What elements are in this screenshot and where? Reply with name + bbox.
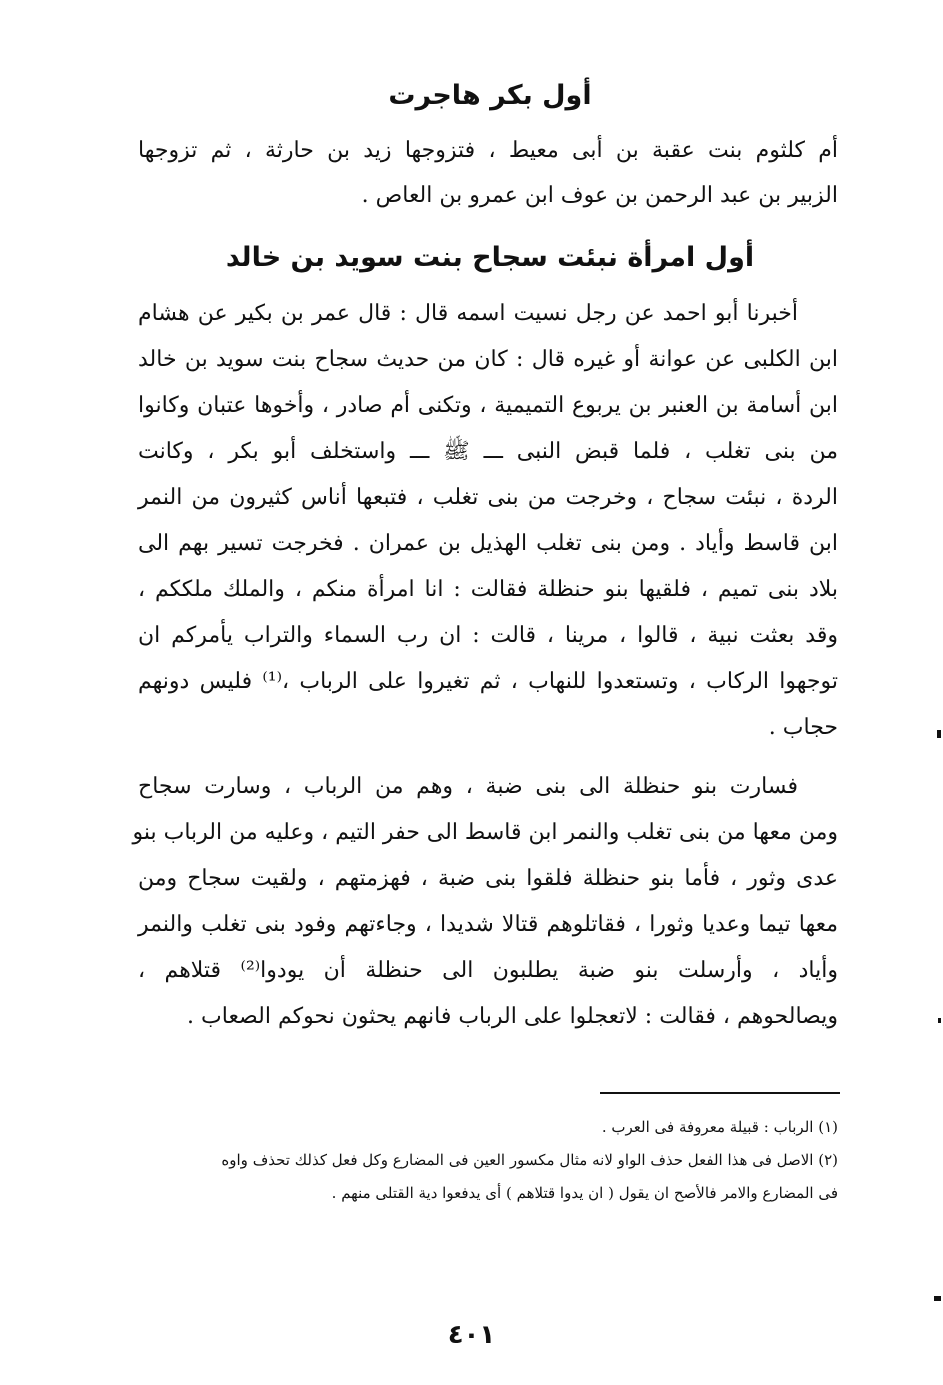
- text-line: الردة ، نبئت سجاح ، وخرجت من بنى تغلب ، فتبعها أناس كثيرون من النمر: [138, 485, 838, 510]
- text-line: حجاب .: [768, 715, 838, 740]
- text-line: ويصالحوهم ، فقالت : لاتعجلوا على الرباب فانهم يحثون نحوكم الصعاب .: [187, 1004, 838, 1029]
- text-line: بلاد بنى تميم ، فلقيها بنو حنظلة فقالت : انا امرأة منكم ، والملك ملككم ،: [138, 577, 838, 602]
- scan-edge-mark: [937, 730, 941, 738]
- text-line: الزبير بن عبد الرحمن بن عوف ابن عمرو بن العاص .: [361, 183, 838, 208]
- text-line: وقد بعثت نبية ، قالوا ، مرينا ، قالت : ان رب السماء والتراب يأمركم ان: [138, 623, 838, 648]
- footnote-separator: [600, 1092, 840, 1094]
- text-line-footnote-ref-2: وأياد ، وأرسلت بنو ضبة يطلبون الى حنظلة أن يودوا⁽²⁾ قتلاهم ،: [138, 958, 838, 983]
- text-line: أم كلثوم بنت عقبة بن أبى معيط ، فتزوجها زيد بن حارثة ، ثم تزوجها: [138, 138, 838, 163]
- footnote-2-continued: فى المضارع والامر فالأصح ان يقول ( ان يدوا قتلاهم ) أى يدفعوا دية القتلى منهم .: [331, 1184, 838, 1202]
- text-line: عدى وثور ، فأما بنو حنظلة فلقوا بنى ضبة ، فهزمتهم ، ولقيت سجاح ومن: [138, 866, 838, 891]
- text-line: أخبرنا أبو احمد عن رجل نسيت اسمه قال : قال عمر بن بكير عن هشام: [138, 301, 798, 326]
- scan-edge-mark: [938, 1018, 941, 1023]
- section-heading-first-virgin: أول بكر هاجرت: [388, 80, 592, 111]
- text-line: ومن معها من بنى تغلب والنمر ابن قاسط الى حفر التيم ، وعليه من الرباب بنو: [132, 820, 838, 845]
- text-line: من بنى تغلب ، فلما قبض النبى ـــ ﷺ ـــ واستخلف أبو بكر ، وكانت: [138, 439, 838, 464]
- section-heading-sajah: أول امرأة نبئت سجاح بنت سويد بن خالد: [225, 242, 755, 273]
- footnote-1: (١) الرباب : قبيلة معروفة فى العرب .: [601, 1118, 838, 1136]
- page-number: ٤٠١: [447, 1320, 496, 1350]
- text-line: ابن أسامة بن العنبر بن يربوع التميمية ، وتكنى أم صادر ، وأخوها عتبان وكانوا: [138, 393, 838, 418]
- text-line: ابن قاسط وأياد . ومن بنى تغلب الهذيل بن عمران . فخرجت تسير بهم الى: [138, 531, 838, 556]
- text-line: ابن الكلبى عن عوانة أو غيره قال : كان من حديث سجاح بنت سويد بن خالد: [138, 347, 838, 372]
- text-line: معها تيما وعديا وثورا ، فقاتلوهم قتالا شديدا ، وجاءتهم وفود بنى تغلب والنمر: [138, 912, 838, 937]
- footnote-2: (٢) الاصل فى هذا الفعل حذف الواو لانه مثال مكسور العين فى المضارع وكل فعل كذلك تحذف واوه: [221, 1151, 838, 1169]
- text-line: فسارت بنو حنظلة الى بنى ضبة ، وهم من الرباب ، وسارت سجاح: [138, 774, 798, 799]
- text-line-footnote-ref-1: توجهوا الركاب ، وتستعدوا للنهاب ، ثم تغيروا على الرباب ،⁽¹⁾ فليس دونهم: [138, 669, 839, 694]
- scan-edge-mark: [934, 1296, 941, 1301]
